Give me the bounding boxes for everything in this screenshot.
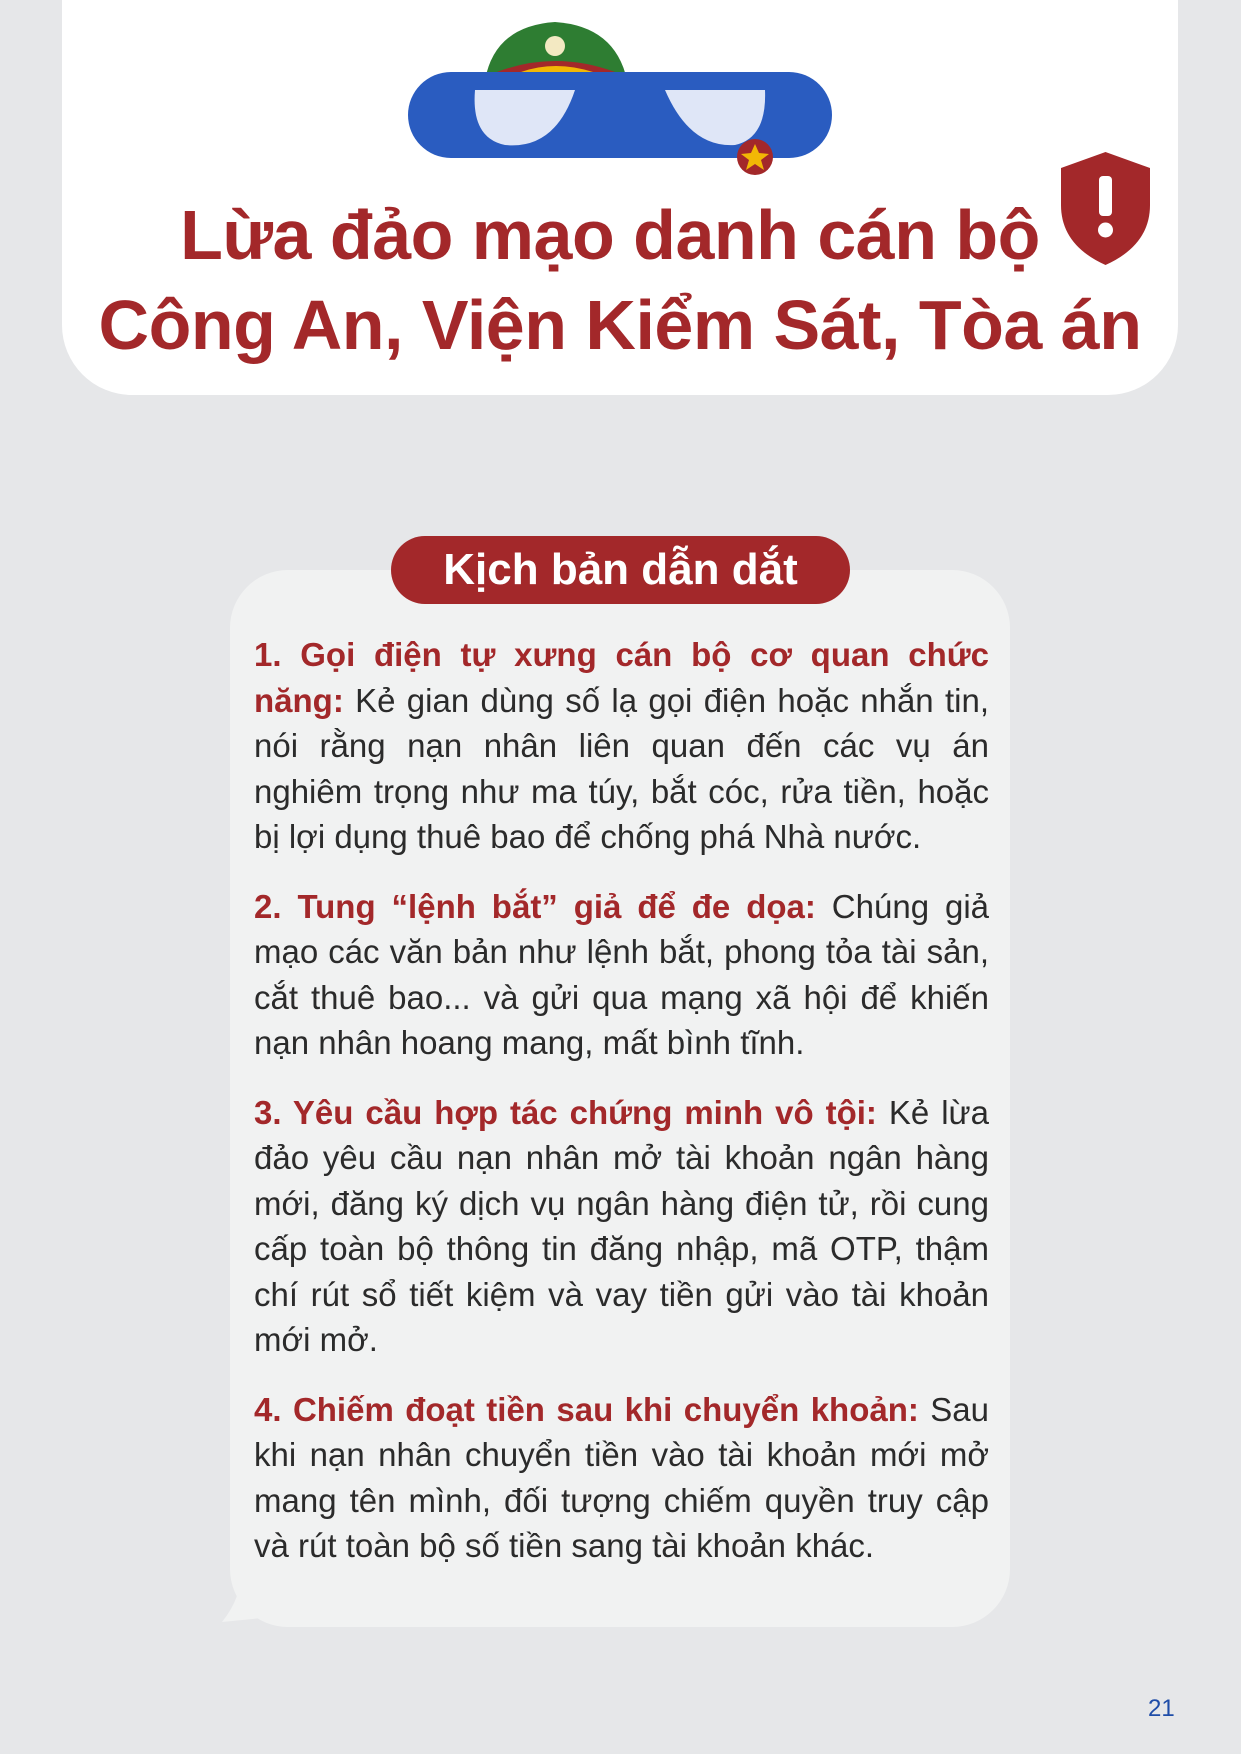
item-title: 2. Tung “lệnh bắt” giả để đe dọa: (254, 887, 832, 925)
item-text: Sau khi nạn nhân chuyển tiền vào tài khoản mới mở mang tên mình, đối tượng chiếm quyền truy cập và rút toàn bộ số tiền sang tài khoản khác. (254, 1390, 989, 1564)
item-text: Chúng giả mạo các văn bản như lệnh bắt, phong tỏa tài sản, cắt thuê bao... và gửi qua mạng xã hội để khiến nạn nhân hoang mang, mất bình tĩnh. (254, 887, 990, 1061)
list-item (254, 1090, 989, 1363)
police-officer-eyes-illustration (405, 20, 835, 180)
page-title (80, 190, 1160, 370)
section-heading: Kịch bản dẫn dắt (391, 536, 850, 604)
scenario-list (254, 632, 989, 1593)
list-item (254, 1387, 989, 1569)
list-item (254, 884, 989, 1066)
title-line-1: Lừa đảo mạo danh cán bộ (180, 196, 1040, 274)
item-title: 1. Gọi điện tự xưng cán bộ cơ quan chức năng: (254, 636, 989, 719)
list-item (254, 632, 989, 860)
item-text: Kẻ lừa đảo yêu cầu nạn nhân mở tài khoản ngân hàng mới, đăng ký dịch vụ ngân hàng điện tử, rồi cung cấp toàn bộ thông tin đăng nhập, mã OTP, thậm chí rút sổ tiết kiệm và vay tiền gửi vào tài khoản mới mở. (254, 1093, 990, 1358)
item-title: 4. Chiếm đoạt tiền sau khi chuyển khoản: (254, 1390, 931, 1428)
title-line-2: Công An, Viện Kiểm Sát, Tòa án (98, 286, 1142, 364)
page-number: 21 (1148, 1695, 1175, 1722)
item-text: Kẻ gian dùng số lạ gọi điện hoặc nhắn tin, nói rằng nạn nhân liên quan đến các vụ án nghiêm trọng như ma túy, bắt cóc, rửa tiền, hoặc bị lợi dụng thuê bao để chống phá Nhà nước. (254, 681, 989, 855)
item-title: 3. Yêu cầu hợp tác chứng minh vô tội: (254, 1093, 889, 1131)
